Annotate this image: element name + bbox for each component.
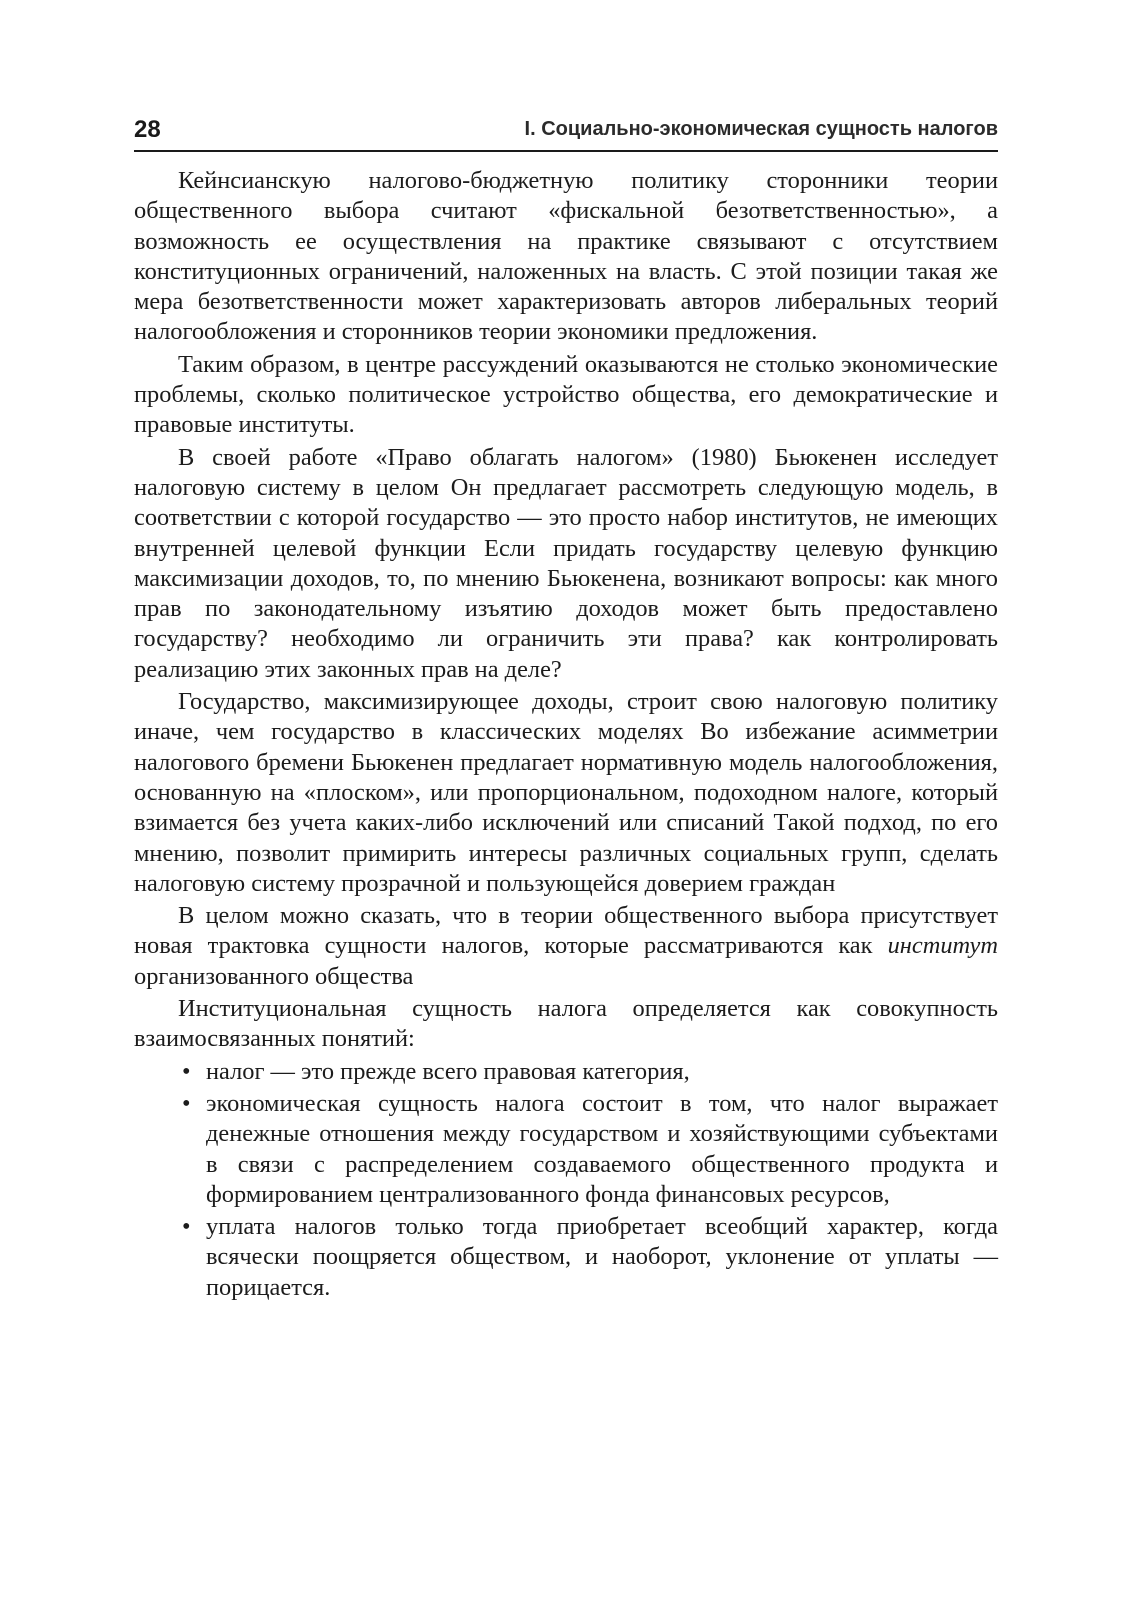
paragraph-flat-tax: Государство, максимизирующее доходы, строит свою налоговую политику иначе, чем государство в классических моделях Во избежание асимметрии налогового бремени Бьюкенен предлагает нормативную модель налогообложения, основанную на «плоском», или пропорциональном, подоходном налоге, который взимается без учета каких-либо исключений или списаний Такой подход, по его мнению, позволит примирить интересы различных социальных групп, сделать налоговую систему прозрачной и пользующейся доверием граждан	[134, 688, 998, 897]
bullet-icon: •	[182, 1213, 191, 1241]
running-title: I. Социально-экономическая сущность налогов	[524, 118, 998, 140]
paragraph-institute	[134, 901, 998, 992]
institute-emphasis: институт	[887, 932, 998, 960]
bullet-icon: •	[182, 1089, 191, 1117]
list-item	[182, 1212, 998, 1303]
page-header	[134, 108, 998, 152]
bullet-icon: •	[182, 1057, 191, 1085]
paragraph-buchanan-model: В своей работе «Право облагать налогом» (1980) Бьюкенен исследует налоговую систему в целом Он предлагает рассмотреть следующую модель, в соответствии с которой государство — это просто набор институтов, не имеющих внутренней целевой функции Если придать государству целевую функцию максимизации доходов, то, по мнению Бьюкенена, возникают вопросы: как много прав по законодательному изъятию доходов может быть предоставлено государству? необходимо ли ограничить эти права? как контролировать реализацию этих законных прав на деле?	[134, 443, 998, 683]
page-number: 28	[134, 116, 161, 143]
paragraph-keynesian-policy: Кейнсианскую налогово-бюджетную политику сторонники теории общественного выбора считают «фискальной безответственностью», а возможность ее осуществления на практике связывают с отсутствием конституционных ограничений, наложенных на власть. С этой позиции такая же мера безответственности может характеризовать авторов либеральных теорий налогообложения и сторонников теории экономики предложения.	[134, 167, 998, 346]
list-item-text: экономическая сущность налога состоит в том, что налог выражает денежные отношения между государством и хозяйствующими субъектами в связи с распределением создаваемого общественного продукта и формированием централизованного фонда финансовых ресурсов,	[206, 1089, 998, 1208]
paragraph-political-structure: Таким образом, в центре рассуждений оказываются не столько экономические проблемы, сколько политическое устройство общества, его демократические и правовые институты.	[134, 350, 998, 439]
list-item-text: налог — это прежде всего правовая категория,	[206, 1057, 690, 1085]
list-item	[182, 1057, 998, 1087]
bullet-list	[134, 1057, 998, 1303]
list-item-text: уплата налогов только тогда приобретает всеобщий характер, когда всячески поощряется обществом, и наоборот, уклонение от уплаты — порицается.	[206, 1213, 998, 1301]
paragraph-list-intro: Институциональная сущность налога определяется как совокупность взаимосвязанных понятий:	[134, 995, 998, 1053]
paragraph-institute-after: организованного общества	[134, 962, 414, 990]
list-item	[182, 1089, 998, 1210]
body-text	[134, 166, 998, 1305]
paragraph-institute-before: В целом можно сказать, что в теории общественного выбора присутствует новая трактовка сущности налогов, которые рассматриваются как	[134, 902, 998, 960]
